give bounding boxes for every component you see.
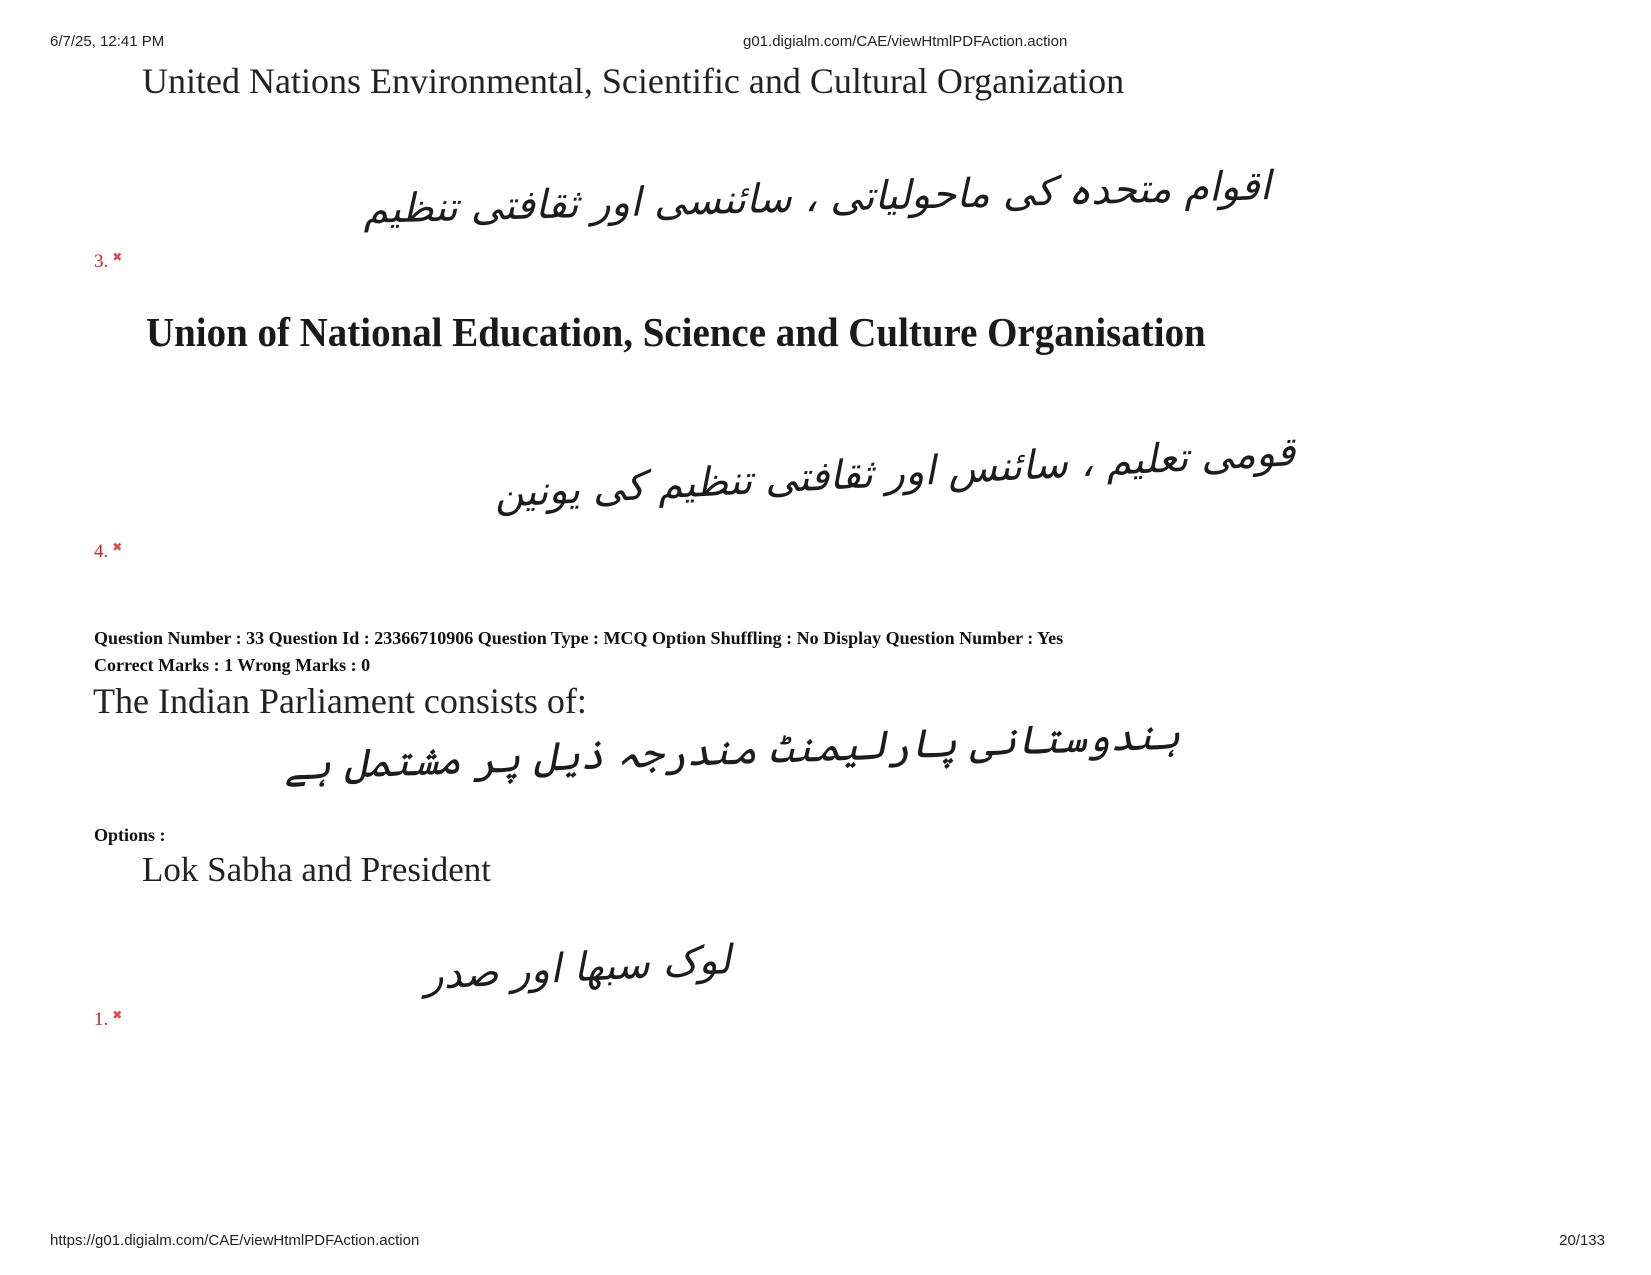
question-marks: Correct Marks : 1 Wrong Marks : 0 [94, 655, 371, 675]
print-header-url: g01.digialm.com/CAE/viewHtmlPDFAction.action [743, 33, 1068, 50]
option-1-urdu-handwriting: لوک سبھا اور صدر [422, 936, 732, 1000]
cross-icon: ✖ [112, 1008, 123, 1022]
option-3-english-text: Union of National Education, Science and Culture Organisation [146, 309, 1206, 355]
print-footer-url: https://g01.digialm.com/CAE/viewHtmlPDFAction.action [50, 1232, 420, 1249]
page-counter: 20/133 [1559, 1232, 1605, 1249]
question-english-text: The Indian Parliament consists of: [93, 681, 587, 721]
option-3-number [94, 250, 122, 273]
question-urdu-handwriting: ہندوستانی پارلیمنٹ مندرجہ ذیل پر مشتمل ہے [283, 712, 1182, 790]
options-label: Options : [94, 825, 166, 845]
print-datetime: 6/7/25, 12:41 PM [50, 33, 165, 50]
option-number-label: 3. [94, 251, 109, 272]
option-2-urdu-handwriting: اقوام متحدہ کی ماحولیاتی ، سائنسی اور ثقافتی تنظیم [362, 163, 1272, 233]
option-2-english-text: United Nations Environmental, Scientific and Cultural Organization [142, 61, 1125, 101]
option-number-label: 1. [94, 1009, 109, 1030]
cross-icon: ✖ [112, 250, 123, 264]
question-metadata: Question Number : 33 Question Id : 23366710906 Question Type : MCQ Option Shuffling : No Display Question Number : Yes [94, 628, 1064, 648]
option-number-label: 4. [94, 541, 109, 562]
cross-icon: ✖ [112, 540, 123, 554]
option-3-urdu-handwriting: قومی تعلیم ، سائنس اور ثقافتی تنظیم کی یونین [493, 429, 1297, 517]
option-1-english-text: Lok Sabha and President [142, 850, 491, 889]
option-1-number [94, 1008, 122, 1031]
option-4-number [94, 540, 122, 563]
